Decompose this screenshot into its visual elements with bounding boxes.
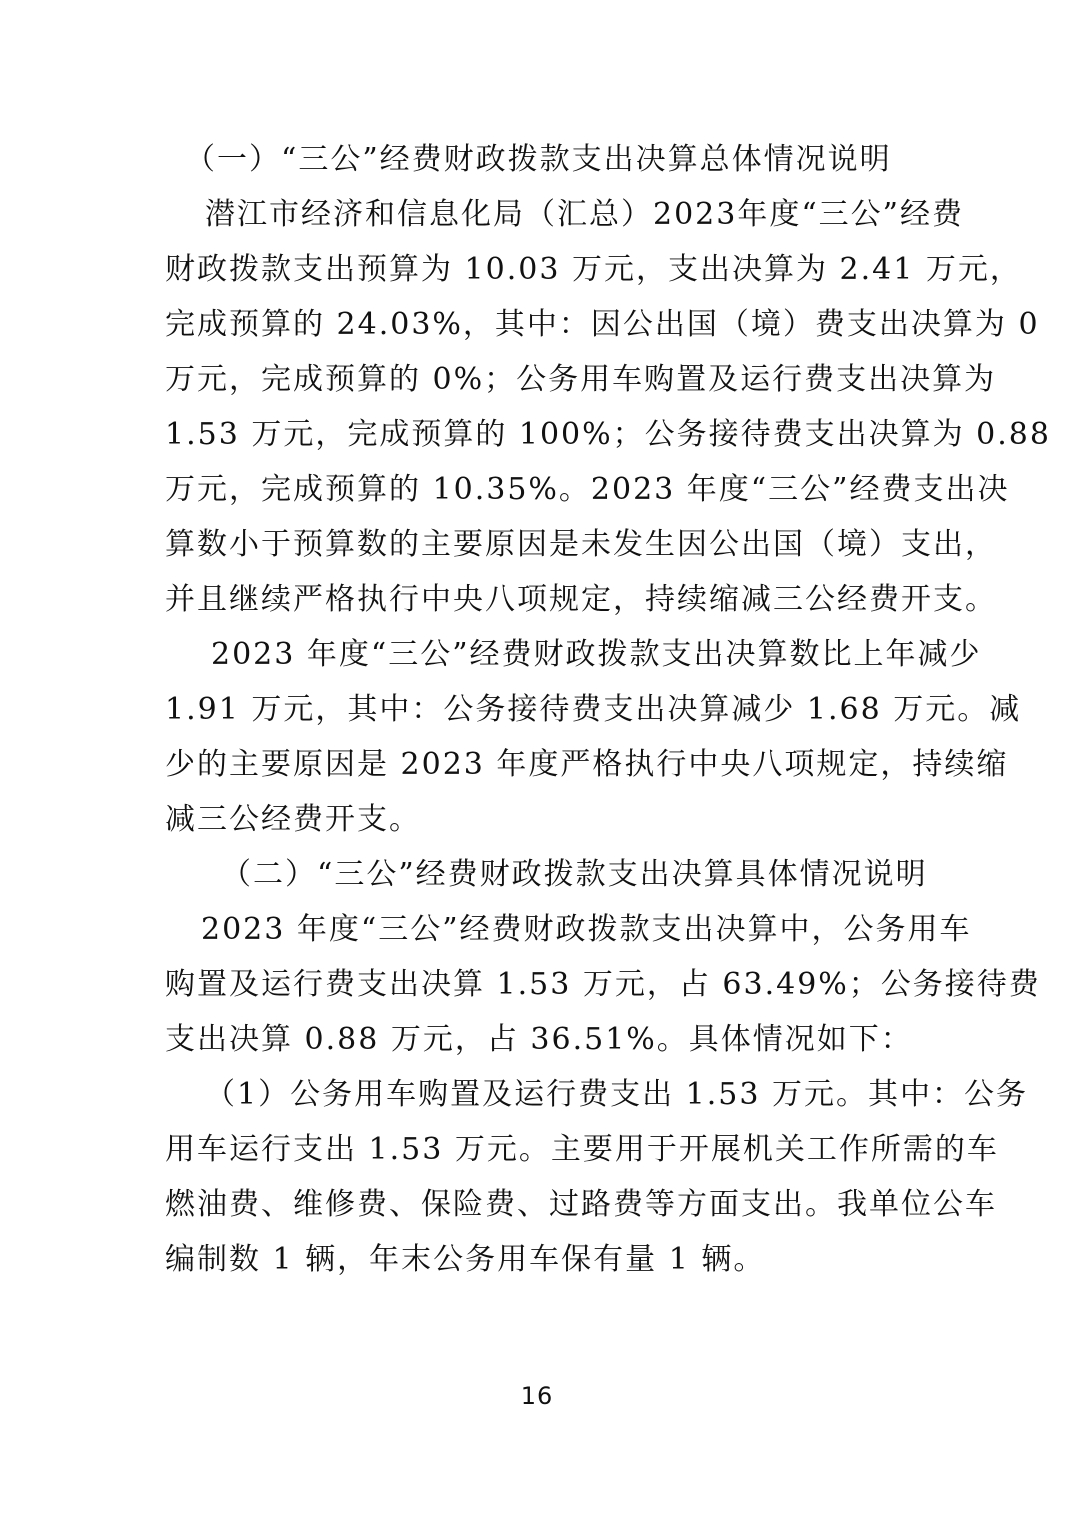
- paragraph-line: 财政拨款支出预算为 10.03 万元，支出决算为 2.41 万元，: [165, 252, 1022, 287]
- paragraph-vehicle-expenses: [165, 1067, 1028, 1287]
- document-body: [165, 132, 1051, 1287]
- paragraph-line: 减三公经费开支。: [165, 802, 421, 837]
- paragraph-line: 编制数 1 辆，年末公务用车保有量 1 辆。: [165, 1242, 766, 1277]
- paragraph-line: （1）公务用车购置及运行费支出 1.53 万元。其中：公务: [205, 1077, 1028, 1112]
- paragraph-overall-summary: [165, 187, 1051, 627]
- paragraph-line: 2023 年度“三公”经费财政拨款支出决算数比上年减少: [211, 637, 982, 672]
- paragraph-line: 燃油费、维修费、保险费、过路费等方面支出。我单位公车: [165, 1187, 997, 1222]
- paragraph-line: 用车运行支出 1.53 万元。主要用于开展机关工作所需的车: [165, 1132, 999, 1167]
- paragraph-line: 少的主要原因是 2023 年度严格执行中央八项规定，持续缩: [165, 747, 1009, 782]
- paragraph-line: 1.91 万元，其中：公务接待费支出决算减少 1.68 万元。减: [165, 692, 1022, 727]
- paragraph-line: 万元，完成预算的 10.35%。2023 年度“三公”经费支出决: [165, 472, 1010, 507]
- paragraph-detail-summary: [165, 902, 1041, 1067]
- paragraph-line: 支出决算 0.88 万元，占 36.51%。具体情况如下：: [165, 1022, 913, 1057]
- paragraph-line: 并且继续严格执行中央八项规定，持续缩减三公经费开支。: [165, 582, 997, 617]
- section-heading-1: （一）“三公”经费财政拨款支出决算总体情况说明: [185, 142, 892, 177]
- page-number: 16: [520, 1382, 554, 1410]
- paragraph-line: 完成预算的 24.03%，其中：因公出国（境）费支出决算为 0: [165, 307, 1040, 342]
- paragraph-line: 1.53 万元，完成预算的 100%；公务接待费支出决算为 0.88: [165, 417, 1051, 452]
- paragraph-line: 万元，完成预算的 0%；公务用车购置及运行费支出决算为: [165, 362, 997, 397]
- paragraph-line: 购置及运行费支出决算 1.53 万元，占 63.49%；公务接待费: [165, 967, 1041, 1002]
- paragraph-line: 2023 年度“三公”经费财政拨款支出决算中，公务用车: [201, 912, 972, 947]
- paragraph-line: 算数小于预算数的主要原因是未发生因公出国（境）支出，: [165, 527, 997, 562]
- paragraph-year-comparison: [165, 627, 1022, 847]
- paragraph-line: 潜江市经济和信息化局（汇总）2023年度“三公”经费: [205, 197, 965, 232]
- section-heading-2: （二）“三公”经费财政拨款支出决算具体情况说明: [221, 857, 928, 892]
